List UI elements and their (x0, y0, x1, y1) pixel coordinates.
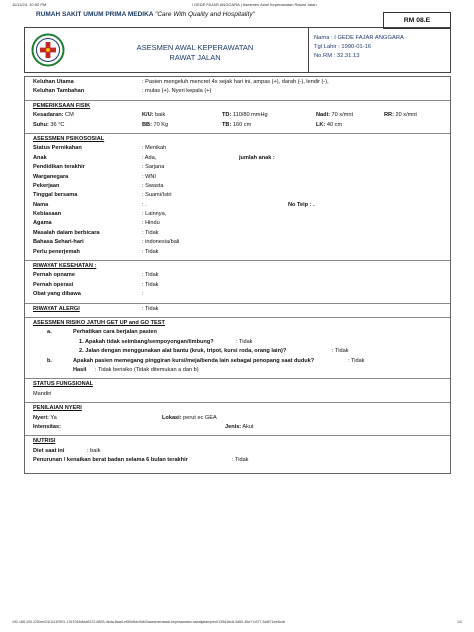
ku-label: K/U: (142, 112, 154, 119)
psikososial-label: Nama (33, 201, 49, 208)
nyeri-label: Nyeri: (33, 414, 49, 421)
psikososial-label: Status Pernikahan (33, 145, 82, 152)
section-pemeriksaan-fisik (25, 100, 450, 133)
diet-label: Diet saat ini (33, 447, 65, 454)
psikososial-label: Perlu penerjemah (33, 248, 80, 255)
lk-label: LK: (316, 121, 326, 128)
intensitas-label: Intensitas: (33, 423, 61, 430)
psikososial-label: Anak (33, 154, 47, 161)
ku-value: baik (155, 112, 166, 119)
print-footer (12, 620, 462, 624)
penurunan-bb-value: : Tidak (232, 457, 249, 464)
form-title-line2: RAWAT JALAN (169, 52, 221, 62)
item-b-text: Apakah pasien memegang pinggiran kursi/meja/benda lain sebagai penopang saat duduk? (73, 357, 315, 364)
riwayat-label: Obat yang dibawa (33, 291, 81, 298)
rr-label: RR: (384, 112, 394, 119)
patient-info (308, 28, 409, 72)
psikososial-value: : Tidak (142, 248, 159, 255)
section-nutrisi (25, 435, 450, 473)
item-b-value: : Tidak (348, 357, 365, 364)
page-number: 1/2 (457, 620, 462, 624)
penilaian-nyeri-heading: PENILAIAN NYERI (33, 405, 82, 412)
kesadaran-label: Kesadaran: (33, 112, 64, 119)
psikososial-value: : Sarjana (142, 164, 165, 171)
patient-rm: No.RM : 32.31.13 (314, 52, 360, 59)
nutrisi-heading: NUTRISI (33, 438, 56, 445)
hasil-value: : Tidak berisiko (Tidak ditemukan a dan b) (95, 366, 199, 373)
lokasi-label: Lokasi: (162, 414, 182, 421)
psikososial-value: : Lainnya, (142, 211, 167, 218)
psikososial-value: : Suami/Istri (142, 192, 172, 199)
section-psikososial (25, 133, 450, 260)
rr-value: 20 x/mnt (395, 112, 417, 119)
psikososial-value: : Ada, (142, 154, 157, 161)
suhu-value: 36 °C (50, 121, 65, 128)
section-penilaian-nyeri (25, 402, 450, 435)
assessment-form (24, 76, 451, 474)
nadi-label: Nadi: (316, 112, 330, 119)
jenis-value: Akut (242, 423, 254, 430)
status-fungsional-value: Mandiri (33, 390, 52, 397)
penurunan-bb-label: Penurunan / kenaikan berat badan selama 6 bulan terakhir (33, 457, 188, 464)
kesadaran-value: CM (65, 112, 74, 119)
tb-value: 160 cm (232, 121, 252, 128)
psikososial-heading: ASESSMEN PSIKOSOSIAL (33, 135, 105, 142)
psikososial-value: : Swasta (142, 182, 164, 189)
riwayat-label: Pernah opname (33, 272, 75, 279)
jenis-label: Jenis: (225, 423, 242, 430)
section-riwayat-alergi (25, 303, 450, 317)
bb-label: BB: (142, 121, 152, 128)
psikososial-value: : Tidak (142, 229, 159, 236)
nadi-value: 70 x/mnt (331, 112, 353, 119)
td-value: 110/80 mmHg (232, 112, 268, 119)
print-header (12, 3, 462, 8)
nyeri-value: Ya (50, 414, 57, 421)
td-label: TD: (222, 112, 232, 119)
hospital-logo-icon (31, 33, 65, 67)
item-a2-value: : Tidak (332, 348, 349, 355)
form-code-box: RM 08.E (383, 12, 451, 29)
bb-value: 70 Kg (153, 121, 169, 128)
psikososial-label: Pendidikan terakhir (33, 164, 85, 171)
psikososial-value: : Menikah (142, 145, 167, 152)
section-riwayat-kesehatan (25, 260, 450, 303)
section-risiko-jatuh (25, 317, 450, 378)
psikososial-label: Kebiasaan (33, 211, 61, 218)
riwayat-alergi-value: : Tidak (142, 305, 159, 312)
hospital-name: RUMAH SAKIT UMUM PRIMA MEDIKA (36, 11, 154, 18)
riwayat-kesehatan-heading: RIWAYAT KESEHATAN : (33, 263, 97, 270)
print-title: I GEDE FAJAR ANGGARA | Asesmen Awal Keperawatan Rawat Jalan (191, 2, 317, 7)
form-header (24, 27, 451, 73)
item-a-marker: a. (47, 329, 52, 336)
riwayat-alergi-heading: RIWAYAT ALERGI (33, 305, 80, 312)
riwayat-label: Pernah operasi (33, 281, 74, 288)
lokasi-value: perut ec GEA (183, 414, 217, 421)
form-title (115, 43, 275, 63)
tb-label: TB: (222, 121, 232, 128)
psikososial-label: Bahasa Sehari-hari (33, 239, 84, 246)
keluhan-tambahan-value: : mulas (+). Nyeri kepala (+) (142, 88, 212, 95)
item-a1-question: 1. Apakah tidak seimbang/sempoyongan/limbung? (79, 338, 214, 345)
psikososial-value: : Hindu (142, 220, 160, 227)
suhu-label: Suhu: (33, 121, 49, 128)
item-a2-question: 2. Jalan dengan menggunakan alat bantu (kruk, tripot, kursi roda, orang lain)? (79, 348, 287, 355)
hospital-name-line (36, 11, 255, 19)
psikososial-value: : WNI (142, 173, 156, 180)
section-status-fungsional (25, 378, 450, 402)
riwayat-value: : (142, 291, 144, 298)
pemeriksaan-fisik-heading: PEMERIKSAAN FISIK (33, 102, 91, 109)
keluhan-utama-label: Keluhan Utama (33, 79, 74, 85)
no-telp-label: No Telp : . (288, 201, 315, 208)
print-datetime: 11/11/24, 10:50 PM (12, 2, 47, 7)
print-url: 192.168.100.225/rm/24/1111REG-176704/b8ea6372-6893-4eda-8aa4-ef50e6dc9db3/asesmenawal-keperawatan-rawatjalan/print/135d1bc8-3d60-46e7-b377-5cf871ee5cde (12, 620, 286, 624)
lk-value: 40 cm (326, 121, 343, 128)
keluhan-utama-value: : Pasien mengeluh mencret 4x sejak hari ini, ampas (+), darah (-), lendir (-), (142, 79, 329, 85)
psikososial-value: : . (142, 201, 147, 208)
hospital-tagline: "Care With Quality and Hospitality" (155, 11, 255, 18)
item-a-text: Perhatikan cara berjalan pasien (73, 329, 157, 336)
jumlah-anak-label: jumlah anak : (239, 154, 275, 161)
riwayat-value: : Tidak (142, 281, 159, 288)
item-a1-value: : Tidak (236, 338, 253, 345)
psikososial-label: Warganegara (33, 173, 69, 180)
diet-value: : baik (87, 447, 101, 454)
riwayat-value: : Tidak (142, 272, 159, 279)
psikososial-label: Agama (33, 220, 52, 227)
section-keluhan (25, 77, 450, 100)
psikososial-value: : indonesia/bali (142, 239, 180, 246)
psikososial-label: Masalah dalam berbicara (33, 229, 100, 236)
item-b-marker: b. (47, 357, 52, 364)
psikososial-label: Tinggal bersama (33, 192, 78, 199)
patient-name: Nama : I GEDE FAJAR ANGGARA (314, 35, 404, 41)
hasil-label: Hasil (73, 366, 87, 373)
keluhan-tambahan-label: Keluhan Tambahan (33, 88, 85, 95)
risiko-jatuh-heading: ASESSMEN RISIKO JATUH GET UP and GO TEST (33, 319, 165, 326)
psikososial-label: Pekerjaan (33, 182, 60, 189)
patient-dob: Tgl Lahir : 1990-01-16 (314, 43, 372, 50)
form-title-line1: ASESMEN AWAL KEPERAWATAN (136, 43, 254, 52)
status-fungsional-heading: STATUS FUNGSIONAL (33, 381, 94, 388)
